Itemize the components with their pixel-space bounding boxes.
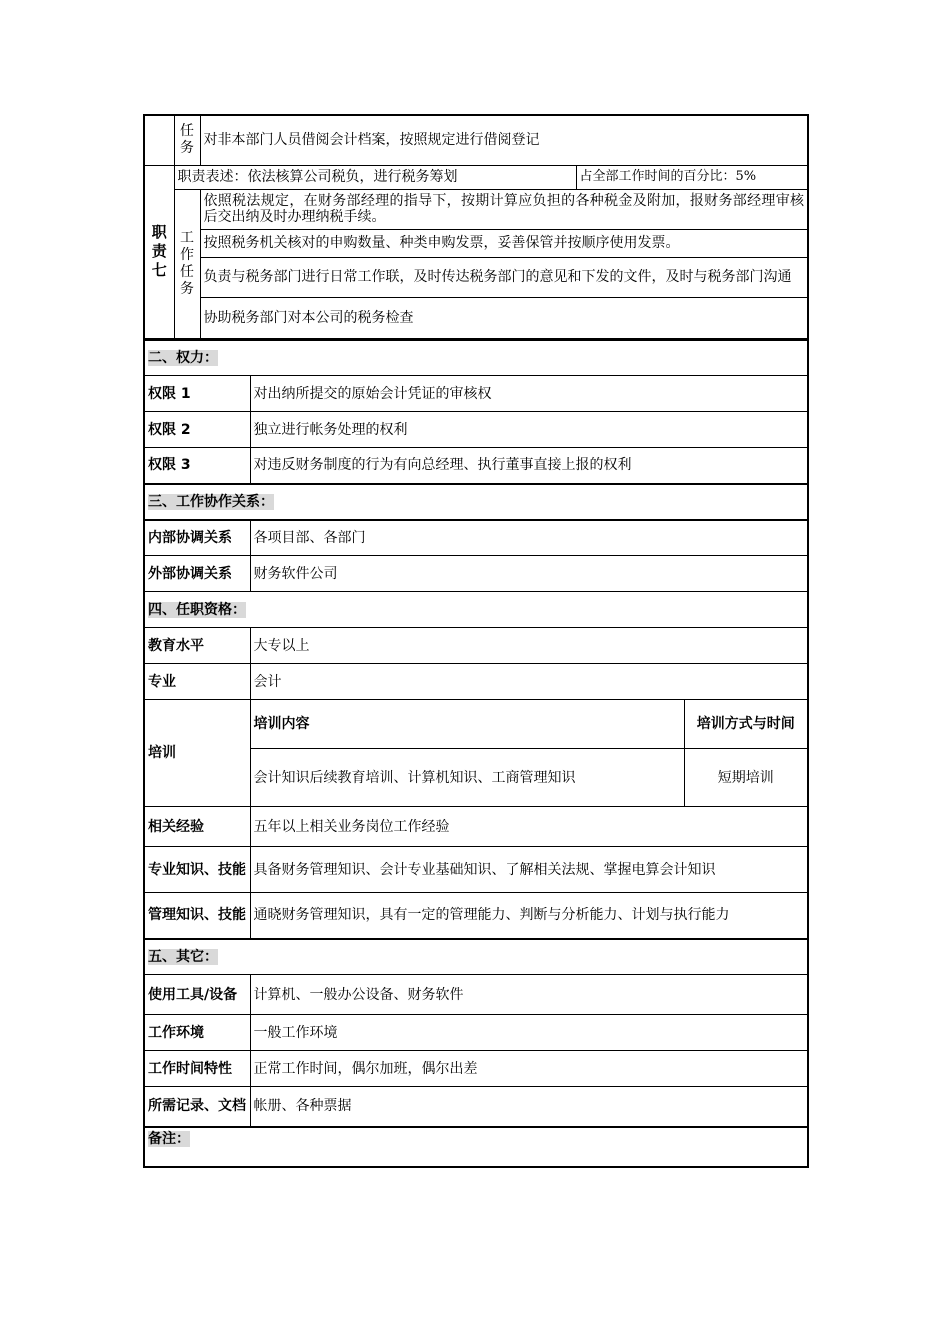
records-label: 所需记录、文档 xyxy=(144,1087,250,1127)
duty7-statement: 职责表述：依法核算公司税负，进行税务筹划 xyxy=(174,165,576,189)
education-value: 大专以上 xyxy=(250,628,808,664)
section4-title xyxy=(144,592,808,628)
experience-label: 相关经验 xyxy=(144,807,250,847)
major-label: 专业 xyxy=(144,664,250,700)
mgmt-label: 管理知识、技能 xyxy=(144,893,250,939)
duty7-task-1: 依照税法规定，在财务部经理的指导下，按期计算应负担的各种税金及附加，报财务部经理审核后交出纳及时办理纳税手续。 xyxy=(200,189,808,229)
internal-relation-label: 内部协调关系 xyxy=(144,520,250,556)
section3-title xyxy=(144,484,808,520)
skills-label: 专业知识、技能 xyxy=(144,847,250,893)
duty7-task-2: 按照税务机关核对的申购数量、种类申购发票，妥善保管并按顺序使用发票。 xyxy=(200,229,808,257)
authority-1-label: 权限 1 xyxy=(144,376,250,412)
external-relation-label: 外部协调关系 xyxy=(144,556,250,592)
training-method: 短期培训 xyxy=(684,749,808,807)
major-value: 会计 xyxy=(250,664,808,700)
notes-title: 备注： xyxy=(148,1130,190,1147)
main-table xyxy=(143,340,809,1168)
authority-1-value: 对出纳所提交的原始会计凭证的审核权 xyxy=(250,376,808,412)
section5-title-text: 五、其它： xyxy=(148,948,218,965)
duty7-task-3: 负责与税务部门进行日常工作联，及时传达税务部门的意见和下发的文件，及时与税务部门沟通 xyxy=(200,257,808,297)
duty7-table xyxy=(143,114,809,340)
notes-cell xyxy=(144,1127,808,1167)
authority-3-label: 权限 3 xyxy=(144,448,250,484)
section2-title-text: 二、权力： xyxy=(148,350,218,366)
training-content: 会计知识后续教育培训、计算机知识、工商管理知识 xyxy=(250,749,684,807)
duty7-label xyxy=(144,165,174,339)
authority-2-value: 独立进行帐务处理的权利 xyxy=(250,412,808,448)
mgmt-value: 通晓财务管理知识，具有一定的管理能力、判断与分析能力、计划与执行能力 xyxy=(250,893,808,939)
duty7-task-label xyxy=(174,189,200,339)
section3-title-text: 三、工作协作关系： xyxy=(148,493,274,510)
education-label: 教育水平 xyxy=(144,628,250,664)
job-description-page xyxy=(143,114,807,1168)
experience-value: 五年以上相关业务岗位工作经验 xyxy=(250,807,808,847)
duty7-percent: 占全部工作时间的百分比：5% xyxy=(576,165,808,189)
tools-value: 计算机、一般办公设备、财务软件 xyxy=(250,975,808,1015)
duty7-label-text: 职责七 xyxy=(151,223,167,280)
work-time-value: 正常工作时间，偶尔加班，偶尔出差 xyxy=(250,1051,808,1087)
section4-title-text: 四、任职资格： xyxy=(148,601,246,618)
skills-value: 具备财务管理知识、会计专业基础知识、了解相关法规、掌握电算会计知识 xyxy=(250,847,808,893)
section5-title xyxy=(144,939,808,975)
authority-2-label: 权限 2 xyxy=(144,412,250,448)
environment-value: 一般工作环境 xyxy=(250,1015,808,1051)
duty7-task-4: 协助税务部门对本公司的税务检查 xyxy=(200,297,808,339)
records-value: 帐册、各种票据 xyxy=(250,1087,808,1127)
duty7-task-label-text: 工作任务 xyxy=(180,229,194,297)
authority-3-value: 对违反财务制度的行为有向总经理、执行董事直接上报的权利 xyxy=(250,448,808,484)
duty6-spacer xyxy=(144,115,174,165)
tools-label: 使用工具/设备 xyxy=(144,975,250,1015)
training-label: 培训 xyxy=(144,700,250,807)
prev-task-text: 对非本部门人员借阅会计档案，按照规定进行借阅登记 xyxy=(200,115,808,165)
external-relation-value: 财务软件公司 xyxy=(250,556,808,592)
work-time-label: 工作时间特性 xyxy=(144,1051,250,1087)
internal-relation-value: 各项目部、各部门 xyxy=(250,520,808,556)
prev-task-label: 任务 xyxy=(174,115,200,165)
section2-title xyxy=(144,341,808,376)
environment-label: 工作环境 xyxy=(144,1015,250,1051)
training-method-header: 培训方式与时间 xyxy=(684,700,808,749)
training-content-header: 培训内容 xyxy=(250,700,684,749)
